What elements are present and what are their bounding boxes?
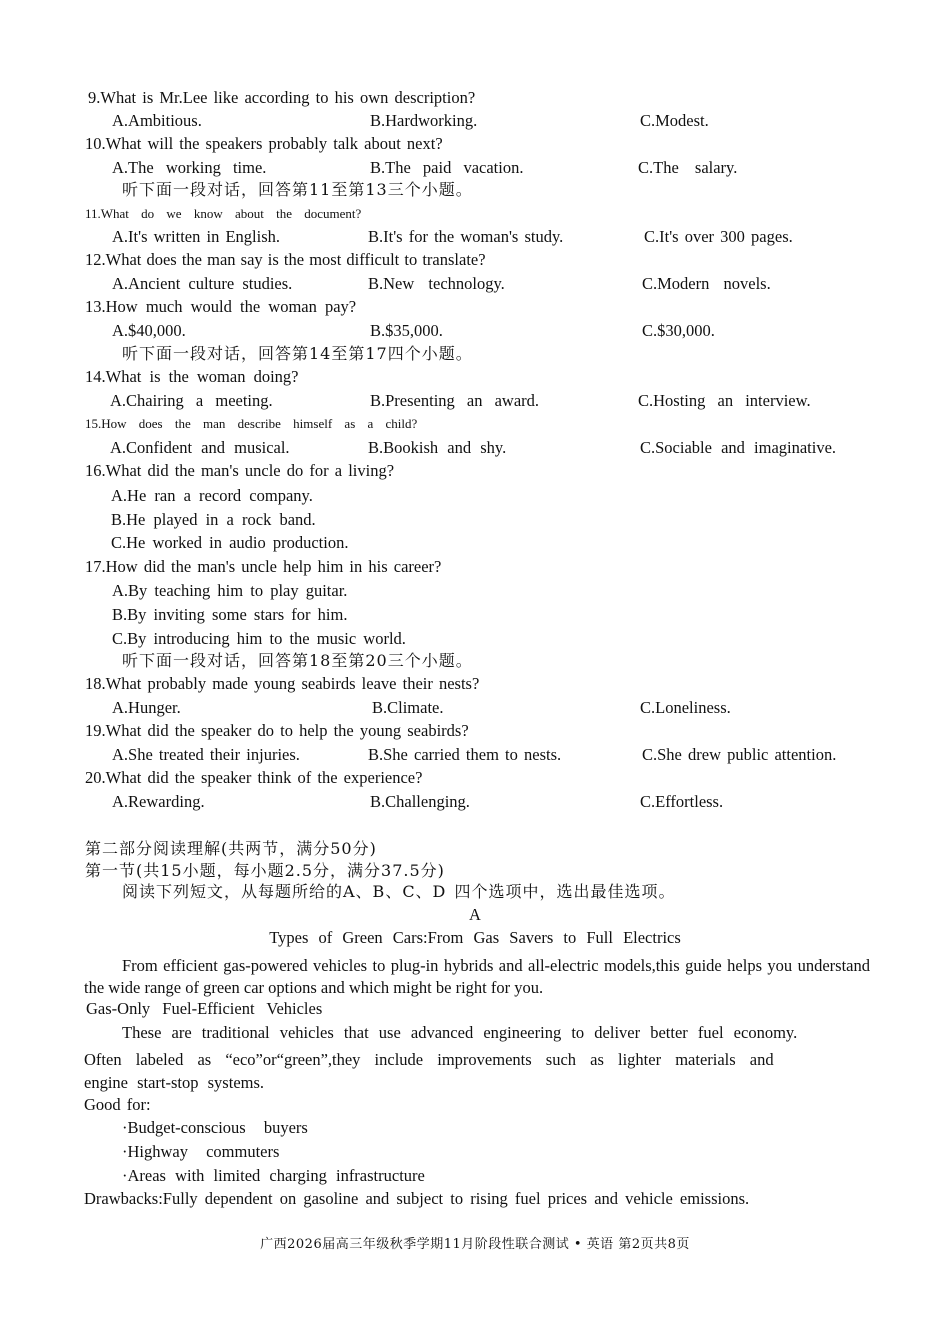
q15-option-c: C.Sociable and imaginative. [640,438,837,457]
reading-instruction: 阅读下列短文，从每题所给的A、B、C、D 四个选项中，选出最佳选项。 [122,882,676,901]
q20-stem: 20.What did the speaker think of the experience? [85,768,423,787]
q11-option-c: C.It's over 300 pages. [644,227,793,246]
q15-stem: 15.How does the man describe himself as a child? [85,416,418,431]
q14-option-b: B.Presenting an award. [370,391,540,410]
q12-option-c: C.Modern novels. [642,274,771,293]
q13-option-b: B.$35,000. [370,321,443,340]
q10-option-a: A.The working time. [112,158,267,177]
q9-option-c: C.Modest. [640,111,709,130]
q18-option-b: B.Climate. [372,698,444,717]
q19-stem: 19.What did the speaker do to help the young seabirds? [85,721,469,740]
q14-stem: 14.What is the woman doing? [85,367,299,386]
q12-option-b: B.New technology. [368,274,505,293]
q20-option-b: B.Challenging. [370,792,470,811]
q20-option-a: A.Rewarding. [112,792,205,811]
instruction-11-13: 听下面一段对话，回答第11至第13三个小题。 [122,180,473,199]
q12-option-a: A.Ancient culture studies. [112,274,293,293]
q10-option-c: C.The salary. [638,158,738,177]
para1-line3: engine start-stop systems. [84,1073,265,1092]
q13-option-c: C.$30,000. [642,321,715,340]
q13-option-a: A.$40,000. [112,321,186,340]
q16-option-a: A.He ran a record company. [111,486,313,505]
instruction-18-20: 听下面一段对话，回答第18至第20三个小题。 [122,651,473,670]
passage-intro: From efficient gas-powered vehicles to plug-in hybrids and all-electric models,this guide helps you understand the wide range of green car options and which might be right for you. [84,956,870,997]
q10-option-b: B.The paid vacation. [370,158,524,177]
q16-stem: 16.What did the man's uncle do for a living? [85,461,395,480]
page-footer: 广西2026届高三年级秋季学期11月阶段性联合测试 • 英语 第2页共8页 [260,1237,690,1252]
q15-option-a: A.Confident and musical. [110,438,290,457]
q9-option-b: B.Hardworking. [370,111,478,130]
bullet-item: ·Budget-conscious buyers [122,1118,308,1137]
q9-stem: 9.What is Mr.Lee like according to his own description? [88,88,476,107]
q14-option-a: A.Chairing a meeting. [110,391,273,410]
q15-option-b: B.Bookish and shy. [368,438,507,457]
q14-option-c: C.Hosting an interview. [638,391,811,410]
q19-option-a: A.She treated their injuries. [112,745,300,764]
q16-option-b: B.He played in a rock band. [111,510,316,529]
passage-title: Types of Green Cars:From Gas Savers to Full Electrics [269,928,681,947]
drawbacks-text: Drawbacks:Fully dependent on gasoline and subject to rising fuel prices and vehicle emissions. [84,1189,750,1208]
q16-option-c: C.He worked in audio production. [111,533,349,552]
para1-line2: Often labeled as “eco”or“green”,they include improvements such as lighter materials and [84,1050,774,1069]
q18-option-c: C.Loneliness. [640,698,731,717]
bullet-item: ·Areas with limited charging infrastructure [122,1166,425,1185]
para1-line1: These are traditional vehicles that use advanced engineering to deliver better fuel economy. [122,1023,798,1042]
q20-option-c: C.Effortless. [640,792,724,811]
q11-stem: 11.What do we know about the document? [85,206,362,221]
q17-stem: 17.How did the man's uncle help him in his career? [85,557,442,576]
q19-option-b: B.She carried them to nests. [368,745,562,764]
instruction-14-17: 听下面一段对话，回答第14至第17四个小题。 [122,344,473,363]
passage-letter: A [469,905,481,924]
good-for-label: Good for: [84,1095,151,1114]
q17-option-b: B.By inviting some stars for him. [112,605,348,624]
q18-option-a: A.Hunger. [112,698,181,717]
q19-option-c: C.She drew public attention. [642,745,837,764]
q13-stem: 13.How much would the woman pay? [85,297,357,316]
q18-stem: 18.What probably made young seabirds leave their nests? [85,674,480,693]
q17-option-c: C.By introducing him to the music world. [112,629,406,648]
section-one-title: 第一节(共15小题，每小题2.5分，满分37.5分) [85,861,445,880]
q10-stem: 10.What will the speakers probably talk about next? [85,134,443,153]
q17-option-a: A.By teaching him to play guitar. [112,581,348,600]
q9-option-a: A.Ambitious. [112,111,202,130]
part-two-title: 第二部分阅读理解(共两节，满分50分) [85,839,377,858]
q12-stem: 12.What does the man say is the most difficult to translate? [85,250,486,269]
heading-gas-only: Gas-Only Fuel-Efficient Vehicles [86,999,323,1018]
bullet-item: ·Highway commuters [122,1142,280,1161]
q11-option-a: A.It's written in English. [112,227,281,246]
q11-option-b: B.It's for the woman's study. [368,227,564,246]
